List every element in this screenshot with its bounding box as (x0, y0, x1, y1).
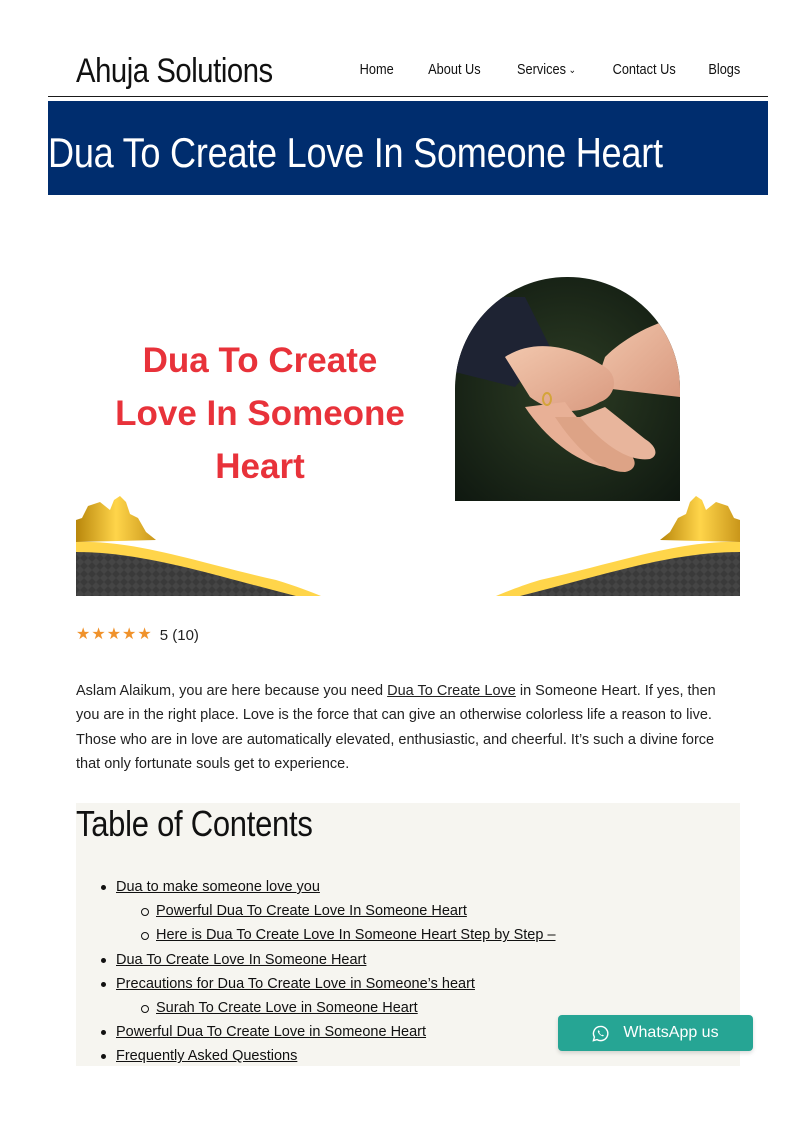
toc-link[interactable]: Here is Dua To Create Love In Someone Heart Step by Step – (156, 927, 556, 944)
toc-item (76, 948, 556, 972)
site-brand[interactable]: Ahuja Solutions (76, 52, 273, 90)
page-title-banner (48, 101, 768, 195)
toc-link[interactable]: Precautions for Dua To Create Love in Someone’s heart (116, 975, 475, 992)
holding-hands-photo (455, 277, 680, 501)
star-icon[interactable]: ★ (122, 626, 137, 643)
toc-link[interactable]: Dua to make someone love you (116, 879, 320, 895)
toc-list (76, 875, 556, 1069)
nav-item-services-label: Services (517, 62, 566, 78)
toc-subitem (76, 899, 556, 923)
hero-line-1: Dua To Create (142, 341, 378, 380)
hero-line-2: Love In Someone (115, 394, 405, 433)
main-nav (327, 62, 740, 78)
toc-link[interactable]: Powerful Dua To Create Love In Someone Heart (156, 903, 467, 920)
toc-item (76, 1044, 556, 1068)
star-icon[interactable]: ★ (91, 626, 106, 643)
whatsapp-button[interactable] (558, 1015, 753, 1051)
nav-item-services[interactable] (517, 62, 576, 78)
toc-link[interactable]: Powerful Dua To Create Love in Someone Heart (116, 1024, 427, 1041)
page-title: Dua To Create Love In Someone Heart (48, 129, 663, 176)
toc-subitem (76, 996, 556, 1020)
toc-item (76, 972, 556, 996)
whatsapp-label: WhatsApp us (623, 1024, 719, 1041)
star-icon[interactable]: ★ (106, 626, 122, 643)
star-rating[interactable] (76, 626, 199, 644)
chevron-down-icon: ⌄ (568, 64, 576, 76)
toc-link[interactable]: Frequently Asked Questions (116, 1048, 298, 1065)
nav-item-about-us[interactable]: About Us (428, 62, 481, 78)
nav-item-home[interactable]: Home (359, 62, 394, 78)
toc-item (76, 1020, 556, 1044)
intro-text-after: in Someone Heart. If yes, then you are in the right place. Love is the force that can give an otherwise colorless life a reason to live. Those who are in love are automatically elevated, enthusiastic, and cheerful. It’s such a divine force that only fortunate souls get to experience. (76, 683, 716, 773)
toc-title: Table of Contents (76, 803, 313, 844)
toc-subitem (76, 923, 556, 947)
site-header (48, 44, 768, 97)
rating-stars (76, 626, 152, 644)
nav-item-contact-us[interactable]: Contact Us (612, 62, 676, 78)
star-icon[interactable]: ★ (76, 626, 91, 643)
hero-line-3: Heart (215, 447, 305, 486)
whatsapp-icon (592, 1025, 609, 1042)
hero-title (76, 334, 444, 493)
hero-image (76, 270, 740, 596)
intro-link-dua[interactable]: Dua To Create Love (387, 683, 516, 699)
rating-value: 5 (10) (159, 626, 199, 644)
intro-paragraph (76, 679, 742, 777)
intro-text-before: Aslam Alaikum, you are here because you need (76, 683, 388, 699)
toc-item (76, 875, 556, 899)
star-icon[interactable]: ★ (137, 626, 152, 643)
toc-link[interactable]: Dua To Create Love In Someone Heart (116, 951, 367, 968)
toc-link[interactable]: Surah To Create Love in Someone Heart (156, 1000, 418, 1017)
nav-item-blogs[interactable]: Blogs (708, 62, 740, 78)
